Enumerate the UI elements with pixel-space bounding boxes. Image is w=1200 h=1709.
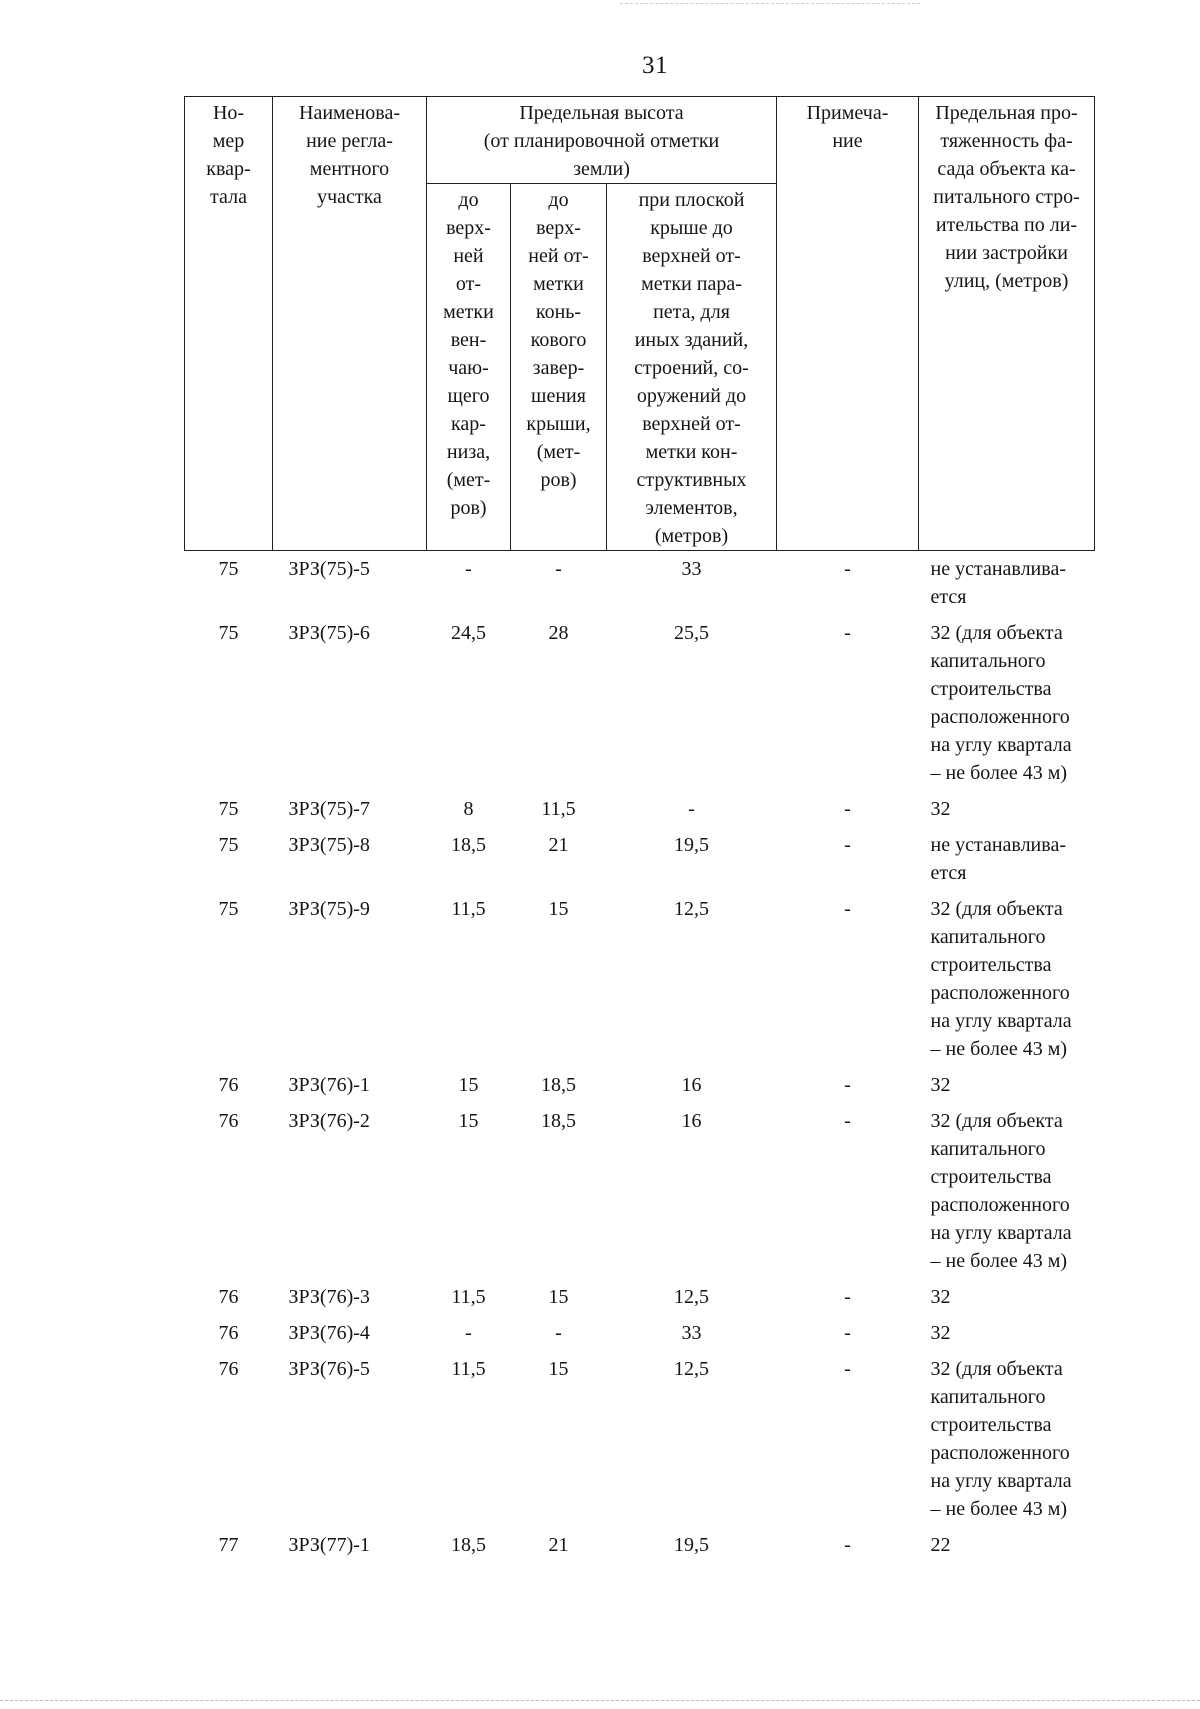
cell-eave: - <box>465 1322 472 1344</box>
cell-ridge: 28 <box>548 622 569 644</box>
header-max-height-group: Предельная высота (от планировочной отметки земли) <box>427 97 777 184</box>
cell-parapet: - <box>688 798 695 820</box>
cell-plot-name: ЗРЗ(75)-7 <box>288 798 370 820</box>
cell-note: - <box>844 622 851 644</box>
cell-eave: 8 <box>463 798 474 820</box>
cell-ridge: - <box>555 1322 562 1344</box>
cell-plot-name: ЗРЗ(77)-1 <box>288 1534 370 1556</box>
table-row <box>185 891 1095 1067</box>
cell-eave: 11,5 <box>451 898 486 920</box>
cell-plot-name: ЗРЗ(76)-1 <box>288 1074 370 1096</box>
cell-facade: 32 (для объекта капитального строительства расположенного на углу квартала – не более 43 м) <box>930 622 1072 784</box>
cell-plot-name: ЗРЗ(75)-6 <box>288 622 370 644</box>
cell-ridge: 15 <box>548 898 569 920</box>
header-ridge-height: до верх- ней от- метки конь- кового завер- шения крыши, (мет- ров) <box>511 184 607 551</box>
header-plot-name: Наименова- ние регла- ментного участка <box>273 97 427 551</box>
table-row <box>185 615 1095 791</box>
table-row <box>185 1315 1095 1351</box>
cell-facade: 32 (для объекта капитального строительства расположенного на углу квартала – не более 43 м) <box>930 898 1072 1060</box>
cell-eave: 11,5 <box>451 1358 486 1380</box>
cell-eave: 15 <box>458 1110 479 1132</box>
cell-quarter: 76 <box>218 1322 239 1344</box>
cell-plot-name: ЗРЗ(75)-5 <box>288 558 370 580</box>
cell-note: - <box>844 1358 851 1380</box>
cell-quarter: 76 <box>218 1110 239 1132</box>
cell-note: - <box>844 1322 851 1344</box>
cell-ridge: 15 <box>548 1358 569 1380</box>
cell-eave: 11,5 <box>451 1286 486 1308</box>
cell-quarter: 76 <box>218 1074 239 1096</box>
header-quarter-number: Но- мер квар- тала <box>185 97 273 551</box>
cell-facade: не устанавлива- ется <box>930 834 1066 884</box>
table-header <box>185 97 1095 551</box>
cell-plot-name: ЗРЗ(76)-5 <box>288 1358 370 1380</box>
cell-facade: 32 <box>930 1322 951 1344</box>
cell-eave: 24,5 <box>451 622 486 644</box>
cell-note: - <box>844 834 851 856</box>
cell-facade: 32 (для объекта капитального строительства расположенного на углу квартала – не более 43 м) <box>930 1110 1072 1272</box>
cell-plot-name: ЗРЗ(76)-2 <box>288 1110 370 1132</box>
cell-parapet: 12,5 <box>674 1358 709 1380</box>
page-number: 31 <box>642 52 668 79</box>
cell-facade: 32 (для объекта капитального строительства расположенного на углу квартала – не более 43 м) <box>930 1358 1072 1520</box>
cell-facade: 22 <box>930 1534 951 1556</box>
table-body <box>185 551 1095 1564</box>
cell-parapet: 33 <box>681 558 702 580</box>
cell-ridge: 18,5 <box>541 1074 576 1096</box>
table-row <box>185 1103 1095 1279</box>
cell-quarter: 76 <box>218 1358 239 1380</box>
cell-plot-name: ЗРЗ(75)-8 <box>288 834 370 856</box>
cell-parapet: 12,5 <box>674 1286 709 1308</box>
cell-parapet: 25,5 <box>674 622 709 644</box>
cell-parapet: 19,5 <box>674 1534 709 1556</box>
cell-facade: 32 <box>930 798 951 820</box>
header-facade-length: Предельная про- тяженность фа- сада объекта ка- питального стро- ительства по ли- нии застройки улиц, (метров) <box>919 97 1095 551</box>
cell-note: - <box>844 1286 851 1308</box>
cell-parapet: 19,5 <box>674 834 709 856</box>
table-row <box>185 1351 1095 1527</box>
cell-parapet: 16 <box>681 1110 702 1132</box>
cell-note: - <box>844 898 851 920</box>
cell-quarter: 77 <box>218 1534 239 1556</box>
cell-quarter: 75 <box>218 834 239 856</box>
cell-plot-name: ЗРЗ(76)-3 <box>288 1286 370 1308</box>
cell-quarter: 75 <box>218 798 239 820</box>
table-row <box>185 551 1095 616</box>
table-row <box>185 827 1095 891</box>
cell-note: - <box>844 558 851 580</box>
scan-top-edge-line <box>620 3 920 4</box>
cell-facade: 32 <box>930 1286 951 1308</box>
cell-parapet: 16 <box>681 1074 702 1096</box>
cell-facade: 32 <box>930 1074 951 1096</box>
cell-parapet: 33 <box>681 1322 702 1344</box>
cell-quarter: 75 <box>218 622 239 644</box>
table-row <box>185 1279 1095 1315</box>
cell-ridge: 18,5 <box>541 1110 576 1132</box>
cell-plot-name: ЗРЗ(75)-9 <box>288 898 370 920</box>
cell-facade: не устанавлива- ется <box>930 558 1066 608</box>
cell-eave: - <box>465 558 472 580</box>
table-row <box>185 791 1095 827</box>
header-note: Примеча- ние <box>777 97 919 551</box>
table-row <box>185 1527 1095 1563</box>
cell-note: - <box>844 1110 851 1132</box>
cell-eave: 15 <box>458 1074 479 1096</box>
cell-eave: 18,5 <box>451 1534 486 1556</box>
cell-ridge: 21 <box>548 1534 569 1556</box>
cell-ridge: 11,5 <box>541 798 576 820</box>
cell-note: - <box>844 798 851 820</box>
cell-plot-name: ЗРЗ(76)-4 <box>288 1322 370 1344</box>
header-parapet-height: при плоской крыше до верхней от- метки пара- пета, для иных зданий, строений, со- оружений до верхней от- метки кон- структивных элементов, (метров) <box>607 184 777 551</box>
cell-quarter: 75 <box>218 898 239 920</box>
table-row <box>185 1067 1095 1103</box>
cell-parapet: 12,5 <box>674 898 709 920</box>
scan-bottom-edge-line <box>0 1700 1200 1701</box>
cell-quarter: 75 <box>218 558 239 580</box>
cell-ridge: 21 <box>548 834 569 856</box>
cell-eave: 18,5 <box>451 834 486 856</box>
cell-note: - <box>844 1074 851 1096</box>
height-regulation-table <box>184 96 1095 1563</box>
header-eave-height: до верх- ней от- метки вен- чаю- щего кар- низа, (мет- ров) <box>427 184 511 551</box>
cell-quarter: 76 <box>218 1286 239 1308</box>
cell-ridge: - <box>555 558 562 580</box>
cell-ridge: 15 <box>548 1286 569 1308</box>
cell-note: - <box>844 1534 851 1556</box>
